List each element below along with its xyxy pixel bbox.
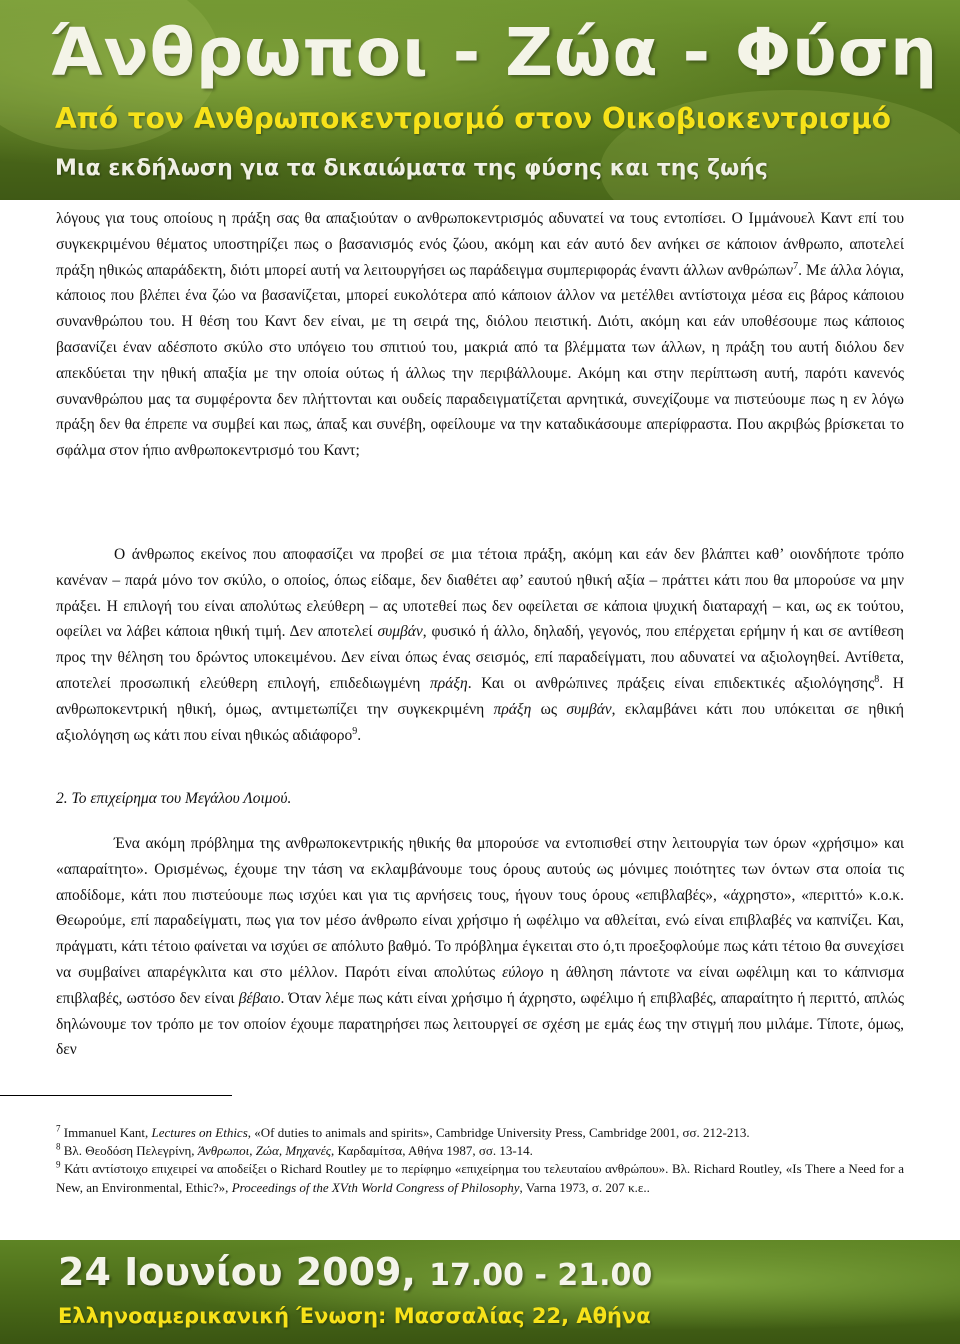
footnote-separator bbox=[0, 1095, 232, 1096]
banner-title: Άνθρωποι - Ζώα - Φύση bbox=[50, 14, 939, 91]
section-heading: 2. Το επιχείρημα του Μεγάλου Λοιμού. bbox=[56, 790, 292, 807]
footnote-number: 7 bbox=[56, 1123, 61, 1134]
paragraph-text: . Με άλλα λόγια, κάποιος που βλέπει ένα ζώο να βασανίζεται, μπορεί ευκολότερα από κάποιον άλλον να μετέλθει αντίστοιχα μέσα εις βάρος κάποιου συνανθρώπου του. Η θέση του Καντ δεν είναι, με τη σειρά της, διόλου πειστική. Διότι, ακόμη και εάν υποθέσουμε πως κάποιος βασανίζει έναν αδέσποτο σκύλο στο υπόγειο του σπιτιού του, μακριά από τα βλέμματα των άλλων, η πράξη του αυτή διόλου δεν απεκδύεται την ηθική απαξία με την οποία ούτως ή άλλως την περιβάλλουμε. Ακόμη και στην περίπτωση αυτή, παρότι κανενός συνανθρώπου μας τα συμφέροντα δεν πλήττονται και ουδείς παραδειγματίζεται αρνητικά, συνεχίζουμε να πιστεύουμε πως η εν λόγω πράξη δεν θα έπρεπε να συμβεί και πως, άπαξ και συνέβη, οφείλουμε να την καταδικάσουμε απερίφραστα. Που ακριβώς βρίσκεται το σφάλμα στον ήπιο ανθρωποκεντρισμό του Καντ; bbox=[56, 261, 904, 460]
footnote-title: Lectures on Ethics bbox=[151, 1125, 248, 1140]
paragraph-3 bbox=[56, 831, 904, 1063]
banner-tagline: Μια εκδήλωση για τα δικαιώματα της φύσης και της ζωής bbox=[55, 156, 768, 181]
footnotes bbox=[56, 1124, 904, 1197]
paragraph-text: . Όταν λέμε πως κάτι είναι χρήσιμο ή άχρηστο, ωφέλιμο ή επιβλαβές, απαραίτητο ή περιττό, απλώς δηλώνουμε τον τρόπο με τον οποίον έχουμε παρατηρήσει πως λειτουργεί σε σχέση με εμάς έως την στιγμή που μιλάμε. Τίποτε, όμως, δεν bbox=[56, 989, 904, 1059]
footnote-text: Κάτι αντίστοιχο επιχειρεί να αποδείξει ο Richard Routley με το περίφημο «επιχείρημα του τελευταίου ανθρώπου». Βλ. Richard Routley, «Is There a Need for a New, an Environmental, Ethic?», bbox=[56, 1161, 904, 1195]
footnote-title: Άνθρωποι, Ζώα, Μηχανές bbox=[197, 1143, 332, 1159]
emphasis: πράξη bbox=[493, 700, 532, 718]
emphasis: βέβαιο bbox=[238, 989, 281, 1007]
footer-banner bbox=[0, 1240, 960, 1344]
paragraph-text: . Και οι ανθρώπινες πράξεις είναι επιδεκτικές αξιολόγησης bbox=[467, 674, 875, 692]
footnote-text: Βλ. Θεοδόση Πελεγρίνη, bbox=[60, 1143, 198, 1159]
emphasis: συμβάν bbox=[566, 700, 612, 718]
paragraph-text: , φυσικό ή άλλο, δηλαδή, γεγονός, που επέρχεται ερήμην ή και σε αντίθεση προς την θέληση του δρώντος υποκειμένου. Δεν είναι όπως ένας σεισμός, επί παραδείγματι, που αδυνατεί να αξιολογηθεί. Αντίθετα, αποτελεί προσωπική ελεύθερη επιλογή, επιδεδιωγμένη bbox=[56, 623, 904, 692]
footnote-9 bbox=[56, 1160, 904, 1196]
paragraph-text: λόγους για τους οποίους η πράξη σας θα απαξιούταν ο ανθρωποκεντρισμός αδυνατεί να τους εντοπίσει. Ο Ιμμάνουελ Καντ επί του συγκεκριμένου θέματος υποστηρίζει πως ο βασανισμός ενός ζώου, ακόμη και εάν αυτό δεν ανήκει σε κάποιον άνθρωπο, αποτελεί πράξη ηθικώς απαράδεκτη, διότι μπορεί αυτή να λειτουργήσει ως παράδειγμα συμπεριφοράς έναντι άλλων ανθρώπων bbox=[56, 210, 904, 279]
footnote-title: Proceedings of the XVth World Congress of Philosophy bbox=[231, 1179, 520, 1195]
paragraph-text: , εκλαμβάνει κάτι που υπόκειται σε ηθική αξιολόγηση ως κάτι που είναι ηθικώς αδιάφορο bbox=[56, 700, 905, 744]
footnote-number: 8 bbox=[56, 1141, 61, 1152]
paragraph-text: . Η ανθρωποκεντρική ηθική, όμως, αντιμετωπίζει την συγκεκριμένη bbox=[56, 674, 904, 718]
event-date: 24 Ιουνίου 2009, bbox=[58, 1250, 416, 1294]
emphasis: εύλογο bbox=[502, 963, 544, 981]
footnote-ref-8[interactable]: 8 bbox=[874, 673, 880, 685]
footnote-ref-7[interactable]: 7 bbox=[793, 260, 799, 272]
emphasis: συμβάν bbox=[377, 623, 423, 641]
footnote-text: , Varna 1973, σ. 207 κ.ε.. bbox=[519, 1179, 650, 1195]
footnote-7 bbox=[56, 1124, 904, 1142]
paragraph-1 bbox=[56, 206, 904, 464]
footnote-8 bbox=[56, 1142, 904, 1160]
footnote-text: , «Of duties to animals and spirits», Cambridge University Press, Cambridge 2001, σσ. 212-213. bbox=[247, 1125, 750, 1140]
paragraph-2 bbox=[56, 542, 904, 748]
footnote-number: 9 bbox=[56, 1160, 61, 1171]
event-date-line bbox=[58, 1250, 652, 1294]
footnote-text: Immanuel Kant, bbox=[60, 1125, 152, 1140]
paragraph-text: Ένα ακόμη πρόβλημα της ανθρωποκεντρικής ηθικής θα μπορούσε να εντοπισθεί στην λειτουργία των όρων «χρήσιμο» και «απαραίτητο». Ορισμένως, έχουμε την τάση να εκλαμβάνουμε τους όρους αυτούς ως μόνιμες ποιότητες των όντων στα οποία τις αποδίδομε, κάτι που πιστεύουμε πως ισχύει και για τις αρνήσεις τους, ήγουν τους όρους «επιβλαβές», «άχρηστο», «περιττό» κ.ο.κ. Θεωρούμε, επί παραδείγματι, πως για τον μέσο άνθρωπο είναι χρήσιμο ή ωφέλιμο να αθλείται, ενώ είναι επιβλαβές να καπνίζει. Και, πράγματι, κάτι τέτοιο φαίνεται να ισχύει σε απόλυτο βαθμό. Το πρόβλημα έγκειται στο ό,τι προεξοφλούμε πως κάτι τέτοιο θα συνεχίσει να συμβαίνει απαρέγκλιτα και στο μέλλον. Παρότι είναι απολύτως bbox=[56, 835, 904, 981]
banner-subtitle: Από τον Ανθρωποκεντρισμό στον Οικοβιοκεντρισμό bbox=[55, 102, 892, 135]
paragraph-text: . bbox=[357, 726, 362, 744]
footnote-ref-9[interactable]: 9 bbox=[352, 725, 358, 737]
header-banner bbox=[0, 0, 960, 200]
paragraph-text: ως bbox=[531, 700, 567, 718]
footnote-text: , Καρδαμίτσα, Αθήνα 1987, σσ. 13-14. bbox=[331, 1143, 533, 1159]
paragraph-text: Ο άνθρωπος εκείνος που αποφασίζει να προβεί σε μια τέτοια πράξη, ακόμη και εάν δεν βλάπτει καθ’ οιονδήποτε τρόπο κανέναν – παρά μόνο τον σκύλο, ο οποίος, όπως είδαμε, δεν διαθέτει αφ’ εαυτού ηθική αξία – πράττει κάτι που θα μπορούσε να μην πράξει. Η επιλογή του είναι απολύτως ελεύθερη – ας υποτεθεί πως δεν οφείλεται σε κάποια ψυχική διαταραχή – και, ως εκ τούτου, οφείλει να λάβει κάποια ηθική τιμή. Δεν αποτελεί bbox=[56, 546, 904, 641]
emphasis: πράξη bbox=[430, 674, 468, 692]
event-venue: Ελληνοαμερικανική Ένωση: Μασσαλίας 22, Αθήνα bbox=[58, 1304, 651, 1328]
event-time: 17.00 - 21.00 bbox=[429, 1258, 653, 1293]
paragraph-text: η άθληση πάντοτε να είναι ωφέλιμη και το κάπνισμα επιβλαβές, ωστόσο δεν είναι bbox=[56, 963, 904, 1007]
